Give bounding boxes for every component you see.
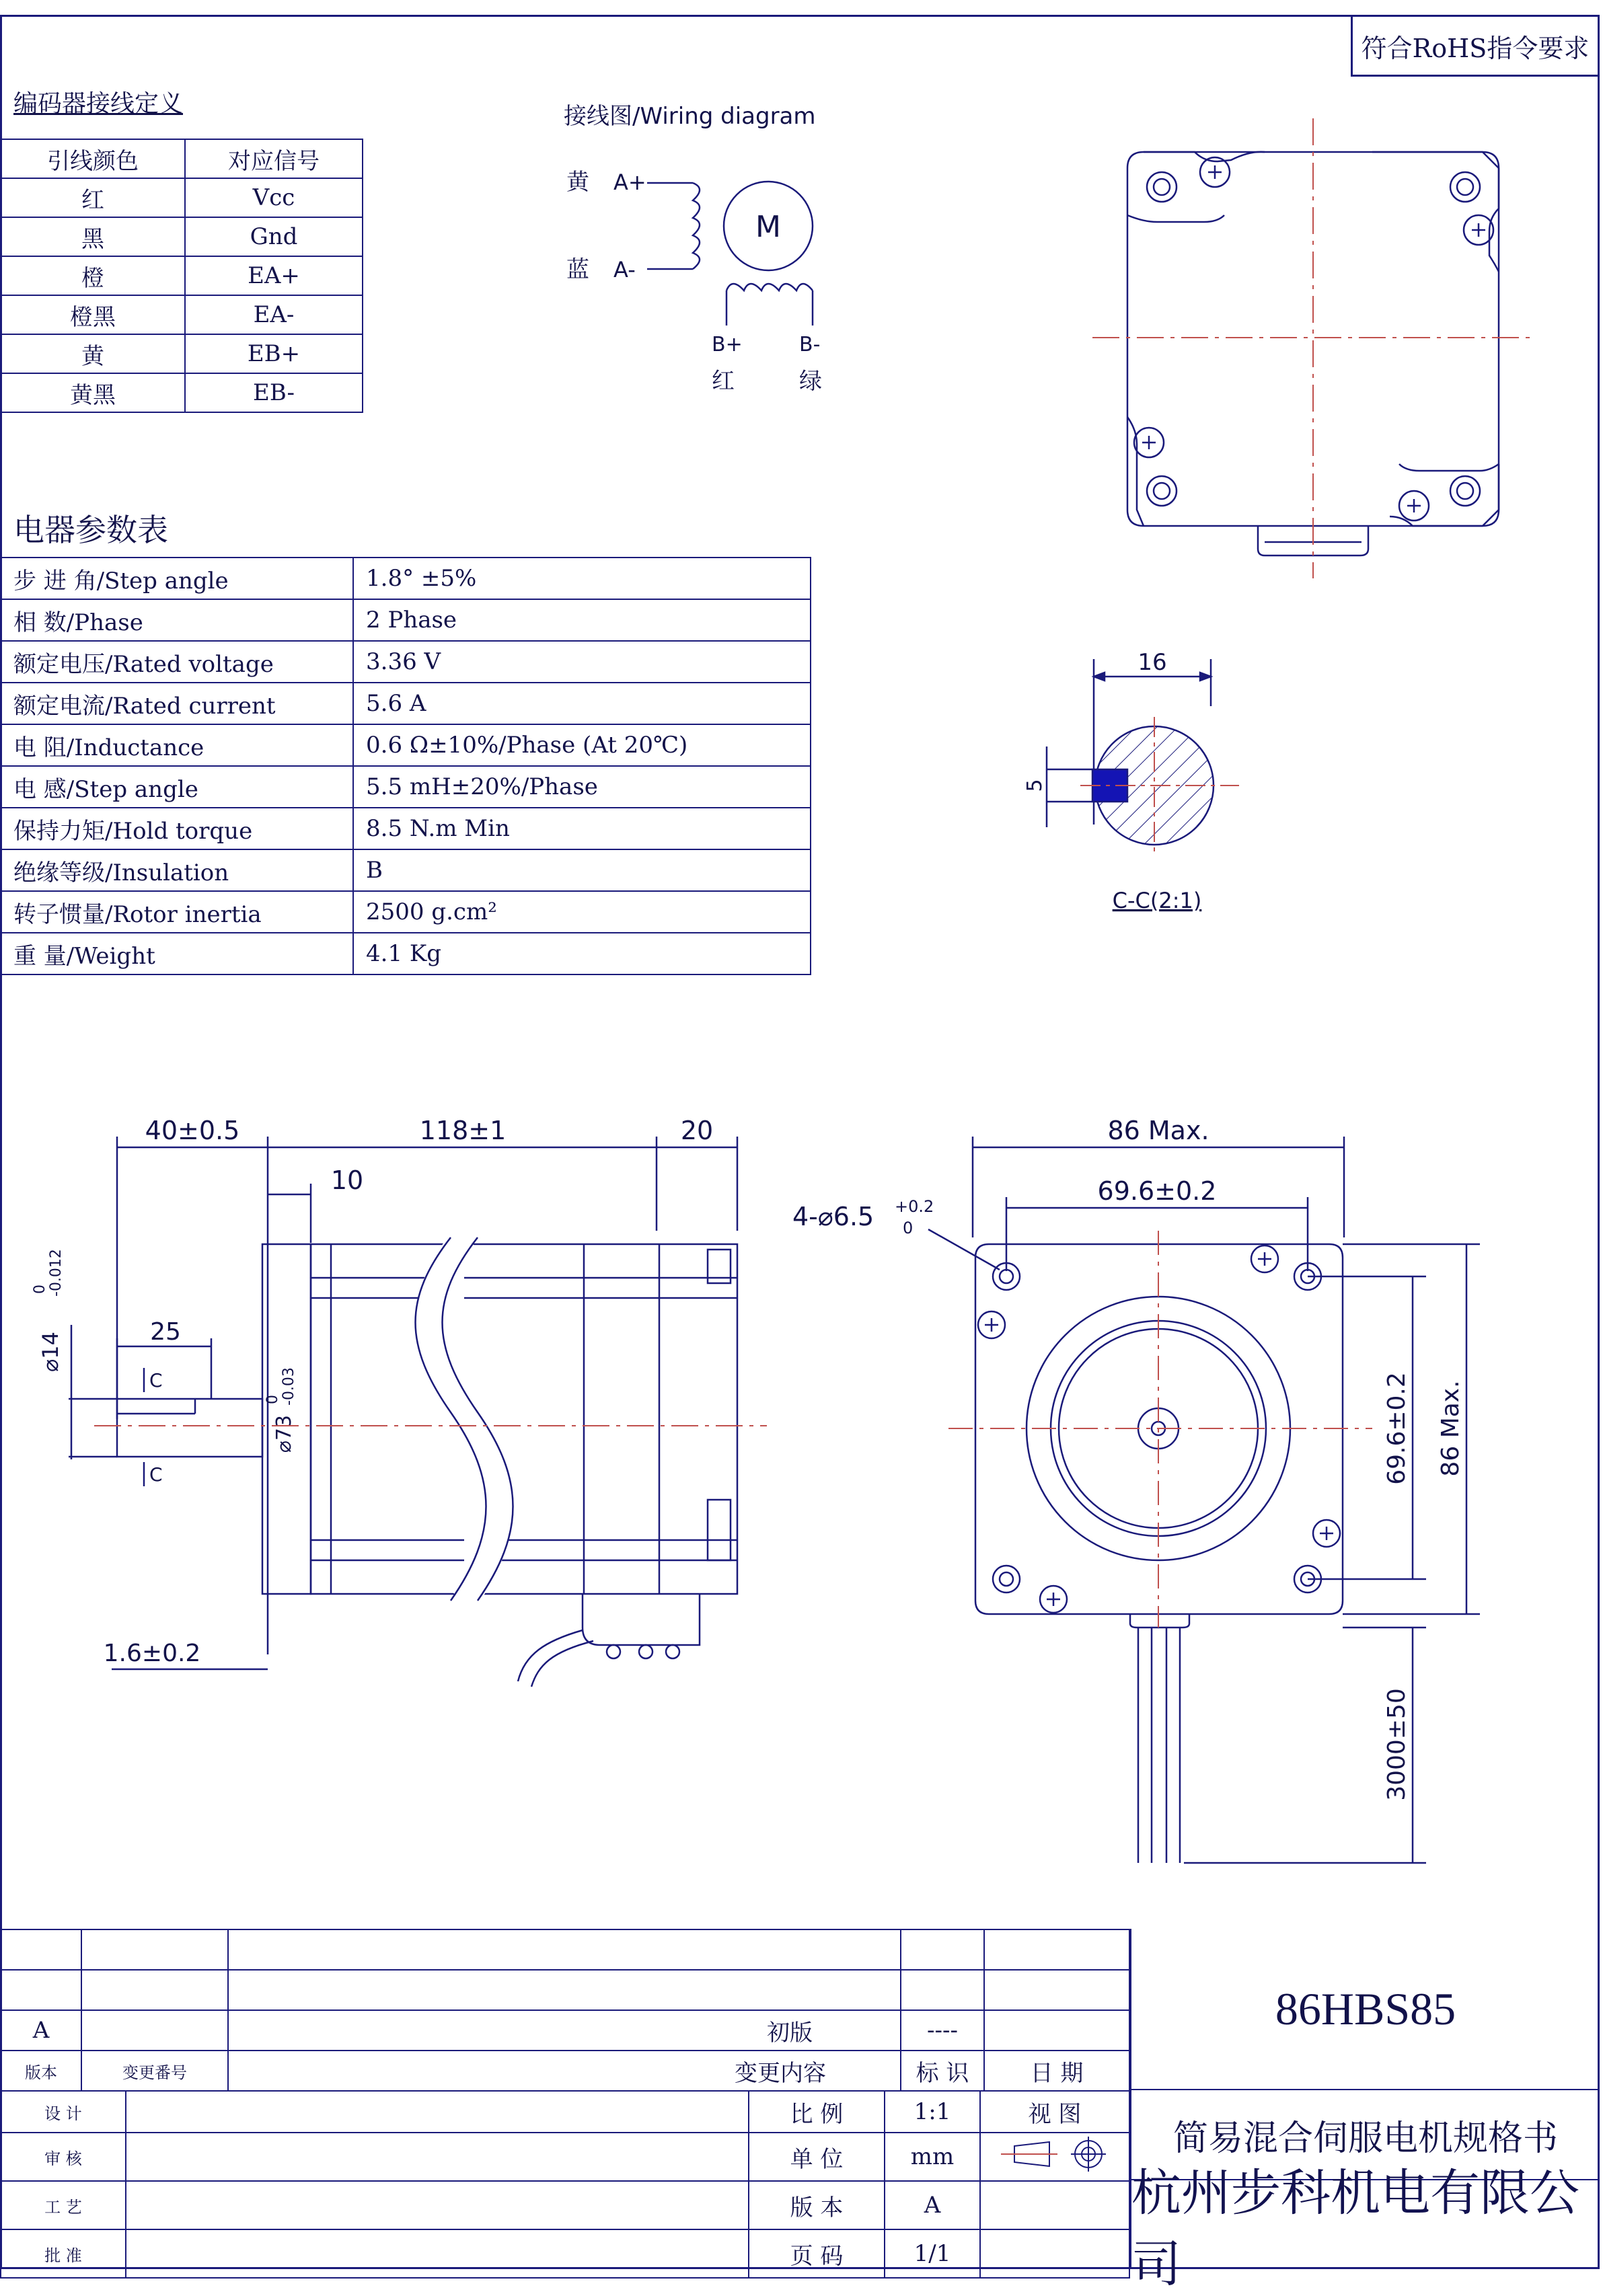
unit-label: 单 位 — [749, 2133, 885, 2181]
date-label: 日 期 — [984, 2051, 1129, 2091]
section-cc — [1023, 649, 1214, 913]
rohs-label: 符合RoHS指令要求 — [1351, 15, 1600, 77]
wire-color-yellow: 黄 — [566, 169, 589, 196]
encoder-signal: Gnd — [185, 217, 363, 256]
encoder-color: 黄黑 — [1, 373, 185, 412]
dim-v86: 86 Max. — [1437, 1380, 1464, 1477]
encoder-signal: EB+ — [185, 334, 363, 373]
page-value: 1/1 — [885, 2229, 980, 2278]
holes-spec: 4-⌀6.5 — [792, 1202, 874, 1231]
param-name: 步 进 角/Step angle — [1, 558, 353, 599]
wire-a-minus: A- — [613, 257, 636, 282]
change-no-label: 变更番号 — [81, 2051, 228, 2091]
projection-symbol-icon — [987, 2134, 1122, 2174]
param-value: 8.5 N.m Min — [353, 808, 811, 849]
shaft-dia: ⌀14 — [38, 1332, 63, 1372]
dim-5: 5 — [1023, 779, 1047, 792]
approve-label: 批 准 — [1, 2229, 126, 2278]
company-name: 杭州步科机电有限公司 — [1130, 2180, 1600, 2269]
encoder-signal: EB- — [185, 373, 363, 412]
param-value: 5.5 mH±20%/Phase — [353, 766, 811, 808]
wire-b-minus: B- — [799, 333, 821, 356]
encoder-header: 引线颜色 — [1, 139, 185, 178]
wiring-title: 接线图/Wiring diagram — [564, 103, 816, 130]
page-label: 页 码 — [749, 2229, 885, 2278]
param-name: 额定电流/Rated current — [1, 683, 353, 724]
dim-lead: 3000±50 — [1383, 1688, 1411, 1801]
encoder-color: 黄 — [1, 334, 185, 373]
holes-tol-lo: 0 — [903, 1219, 914, 1237]
encoder-color: 橙 — [1, 256, 185, 295]
rev-letter: A — [1, 2010, 81, 2051]
view-label: 视 图 — [980, 2091, 1129, 2133]
param-value: 3.36 V — [353, 641, 811, 683]
rev-label: 版本 — [1, 2051, 81, 2091]
boss-dia: ⌀73 — [272, 1414, 296, 1453]
encoder-signal: EA- — [185, 295, 363, 334]
dim-20: 20 — [680, 1116, 714, 1145]
param-name: 重 量/Weight — [1, 933, 353, 974]
holes-tol-hi: +0.2 — [895, 1197, 934, 1216]
boss-tol-hi: 0 — [264, 1395, 281, 1404]
section-label: C-C(2:1) — [1112, 888, 1202, 913]
param-name: 相 数/Phase — [1, 599, 353, 641]
param-name: 额定电压/Rated voltage — [1, 641, 353, 683]
section-mark-c: C — [149, 1369, 163, 1391]
param-name: 转子惯量/Rotor inertia — [1, 891, 353, 933]
encoder-color: 红 — [1, 178, 185, 217]
scale-value: 1:1 — [885, 2091, 980, 2133]
revision-block — [0, 1929, 1130, 2092]
wire-color-green: 绿 — [799, 368, 822, 395]
approval-block — [0, 2090, 1130, 2279]
rev-content: 初版 — [228, 2010, 901, 2051]
scale-label: 比 例 — [749, 2091, 885, 2133]
param-value: 0.6 Ω±10%/Phase (At 20℃) — [353, 724, 811, 766]
param-value: B — [353, 849, 811, 891]
param-name: 电 感/Step angle — [1, 766, 353, 808]
model-number: 86HBS85 — [1130, 1929, 1600, 2090]
dim-118: 118±1 — [419, 1116, 507, 1145]
encoder-color: 黑 — [1, 217, 185, 256]
dim-69: 69.6±0.2 — [1097, 1176, 1217, 1206]
unit-value: mm — [885, 2133, 980, 2181]
boss-tol-lo: -0.03 — [281, 1367, 297, 1406]
version-value: A — [885, 2181, 980, 2229]
param-name: 保持力矩/Hold torque — [1, 808, 353, 849]
wire-b-plus: B+ — [712, 333, 743, 356]
wire-color-blue: 蓝 — [566, 256, 589, 283]
process-label: 工 艺 — [1, 2181, 126, 2229]
wiring-diagram — [564, 103, 822, 395]
section-mark-c: C — [149, 1463, 163, 1486]
wire-color-red: 红 — [712, 368, 735, 395]
param-name: 电 阻/Inductance — [1, 724, 353, 766]
param-value: 4.1 Kg — [353, 933, 811, 974]
design-label: 设 计 — [1, 2091, 126, 2133]
front-view — [792, 1116, 1480, 1863]
document-title: 简易混合伺服电机规格书 — [1130, 2090, 1600, 2180]
shaft-tol-hi: 0 — [32, 1285, 48, 1294]
dim-25: 25 — [150, 1318, 181, 1346]
shaft-tol-lo: -0.012 — [48, 1249, 65, 1297]
motor-label: M — [755, 210, 781, 244]
side-view — [32, 1116, 737, 1687]
dim-1-6: 1.6±0.2 — [103, 1640, 201, 1667]
param-value: 2 Phase — [353, 599, 811, 641]
param-value: 5.6 A — [353, 683, 811, 724]
review-label: 审 核 — [1, 2133, 126, 2181]
wire-a-plus: A+ — [613, 169, 646, 195]
rev-mark: ---- — [901, 2010, 984, 2051]
encoder-color: 橙黑 — [1, 295, 185, 334]
encoder-signal: Vcc — [185, 178, 363, 217]
encoder-signal: EA+ — [185, 256, 363, 295]
dim-v69: 69.6±0.2 — [1383, 1372, 1411, 1485]
mark-label: 标 识 — [901, 2051, 984, 2091]
encoder-title: 编码器接线定义 — [13, 90, 184, 118]
params-title: 电器参数表 — [13, 512, 168, 548]
change-content-label: 变更内容 — [228, 2051, 901, 2091]
dim-86: 86 Max. — [1107, 1116, 1209, 1145]
param-value: 1.8° ±5% — [353, 558, 811, 599]
version-label: 版 本 — [749, 2181, 885, 2229]
encoder-header: 对应信号 — [185, 139, 363, 178]
dim-10: 10 — [330, 1165, 364, 1195]
param-name: 绝缘等级/Insulation — [1, 849, 353, 891]
param-value: 2500 g.cm² — [353, 891, 811, 933]
dim-40: 40±0.5 — [145, 1116, 240, 1145]
dim-16: 16 — [1138, 649, 1167, 676]
